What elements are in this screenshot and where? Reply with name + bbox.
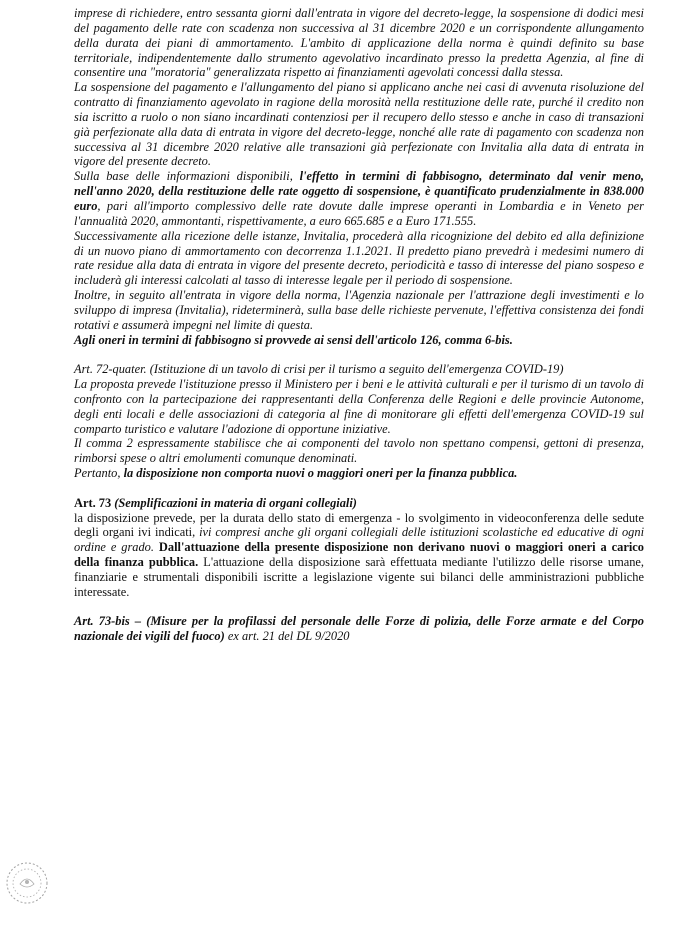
bold-dall-attuazione: Dall'attuazione della presente disposizione non derivano nuovi o maggiori oneri a carico della finanza pubblica. [74, 540, 644, 570]
heading-art-72-quater: Art. 72-quater. (Istituzione di un tavolo di crisi per il turismo a seguito dell'emergenza COVID-19) [74, 362, 564, 377]
paragraph-comma-2: Il comma 2 espressamente stabilisce che ai componenti del tavolo non spettano compensi, gettoni di presenza, rimborsi spese o altri emolumenti comunque denominati. [74, 436, 644, 466]
paragraph-moratoria: imprese di richiedere, entro sessanta giorni dall'entrata in vigore del decreto-legge, la sospensione di dodici mesi del pagamento delle rate con scadenza non successiva al 31 dicembre 2020 e un corrispondente allungamento della durata dei piani di ammortamento. L'ambito di applicazione della norma è quindi definito su base territoriale, indipendentemente dallo strumento agevolativo incardinato presso la predetta Agenzia, al fine di consentire una "moratoria" generalizzata rispetto ai finanziamenti agevolati concessi dalla stessa. [74, 6, 644, 80]
paragraph-pertanto: Pertanto, la disposizione non comporta nuovi o maggiori oneri per la finanza pubblica. [74, 466, 518, 481]
heading-art-73: Art. 73 (Semplificazioni in materia di organi collegiali) [74, 495, 357, 510]
bold-effetto-fabbisogno: l'effetto in termini di fabbisogno, determinato dal venir meno, nell'anno 2020, della restituzione delle rate oggetto di sospensione, è quantificato prudenzialmente in 838.000 euro [74, 169, 644, 213]
paragraph-tavolo: La proposta prevede l'istituzione presso il Ministero per i beni e le attività culturali e per il turismo di un tavolo di confronto con la partecipazione dei rappresentanti della Conferenza delle Regioni e delle provincie Autonome, degli enti locali e delle associazioni di categoria al fine di monitorare gli effetti dell'emergenza COVID-19 sul comparto turistico e valutare l'adozione di opportune iniziative. [74, 377, 644, 436]
official-stamp-icon [4, 860, 50, 906]
document-page [74, 6, 644, 644]
paragraph-fabbisogno: Sulla base delle informazioni disponibili, l'effetto in termini di fabbisogno, determinato dal venir meno, nell'anno 2020, della restituzione delle rate oggetto di sospensione, è quantificato prudenzialmente in 838.000 euro, pari all'importo complessivo delle rate dovute dalle imprese operanti in Lombardia e in Veneto per l'annualità 2020, ammontanti, rispettivamente, a euro 665.685 e a Euro 171.555. [74, 169, 644, 228]
paragraph-videoconferenza: la disposizione prevede, per la durata dello stato di emergenza - lo svolgimento in videoconferenza delle sedute degli organi ivi indicati, ivi compresi anche gli organi collegiali delle istituzioni scolastiche ed educative di ogni ordine e grado. Dall'attuazione della presente disposizione non derivano nuovi o maggiori oneri a carico della finanza pubblica. L'attuazione della disposizione sarà effettuata mediante l'utilizzo delle risorse umane, finanziarie e strumentali disponibili iscritte a legislazione vigente sui bilanci delle amministrazioni pubbliche interessate. [74, 510, 645, 599]
bold-nessun-onere: la disposizione non comporta nuovi o maggiori oneri per la finanza pubblica. [123, 466, 518, 481]
paragraph-invitalia: Inoltre, in seguito all'entrata in vigore della norma, l'Agenzia nazionale per l'attrazione degli investimenti e lo sviluppo di impresa (Invitalia), rideterminerà, sulla base delle richieste pervenute, l'effettiva consistenza dei fondi rotativi e assumerà impegni nel limite di questa. [74, 288, 644, 332]
paragraph-ricognizione: Successivamente alla ricezione delle istanze, Invitalia, procederà alla ricognizione del debito ed alla definizione di un nuovo piano di ammortamento con decorrenza 1.1.2021. Il predetto piano prevedrà i medesimi numero di rate residue alla data di entrata in vigore del presente decreto, periodicità e tasso di interesse del piano sospeso e includerà gli interessi calcolati al tasso di interesse legale per il periodo di sospensione. [74, 228, 644, 288]
paragraph-oneri: Agli oneri in termini di fabbisogno si provvede ai sensi dell'articolo 126, comma 6-bis. [74, 332, 513, 347]
heading-art-73-bis: Art. 73-bis – (Misure per la profilassi del personale delle Forze di polizia, delle Forze armate e del Corpo nazionale dei vigili del fuoco) ex art. 21 del DL 9/2020 [74, 614, 645, 644]
paragraph-sospensione: La sospensione del pagamento e l'allungamento del piano si applicano anche nei casi di avvenuta risoluzione del contratto di finanziamento agevolato in ragione della morosità nella restituzione delle rate, purché il credito non sia iscritto a ruolo o non siano incardinati contenziosi per il recupero dello stesso e anche in caso di transazioni già perfezionate alla data di entrata in vigore del decreto-legge, nonché alle rate di pagamento con scadenza non successiva al 31 dicembre 2020 relative alle transazioni già perfezionate con Invitalia alla data di entrata in vigore del presente decreto. [74, 80, 644, 169]
